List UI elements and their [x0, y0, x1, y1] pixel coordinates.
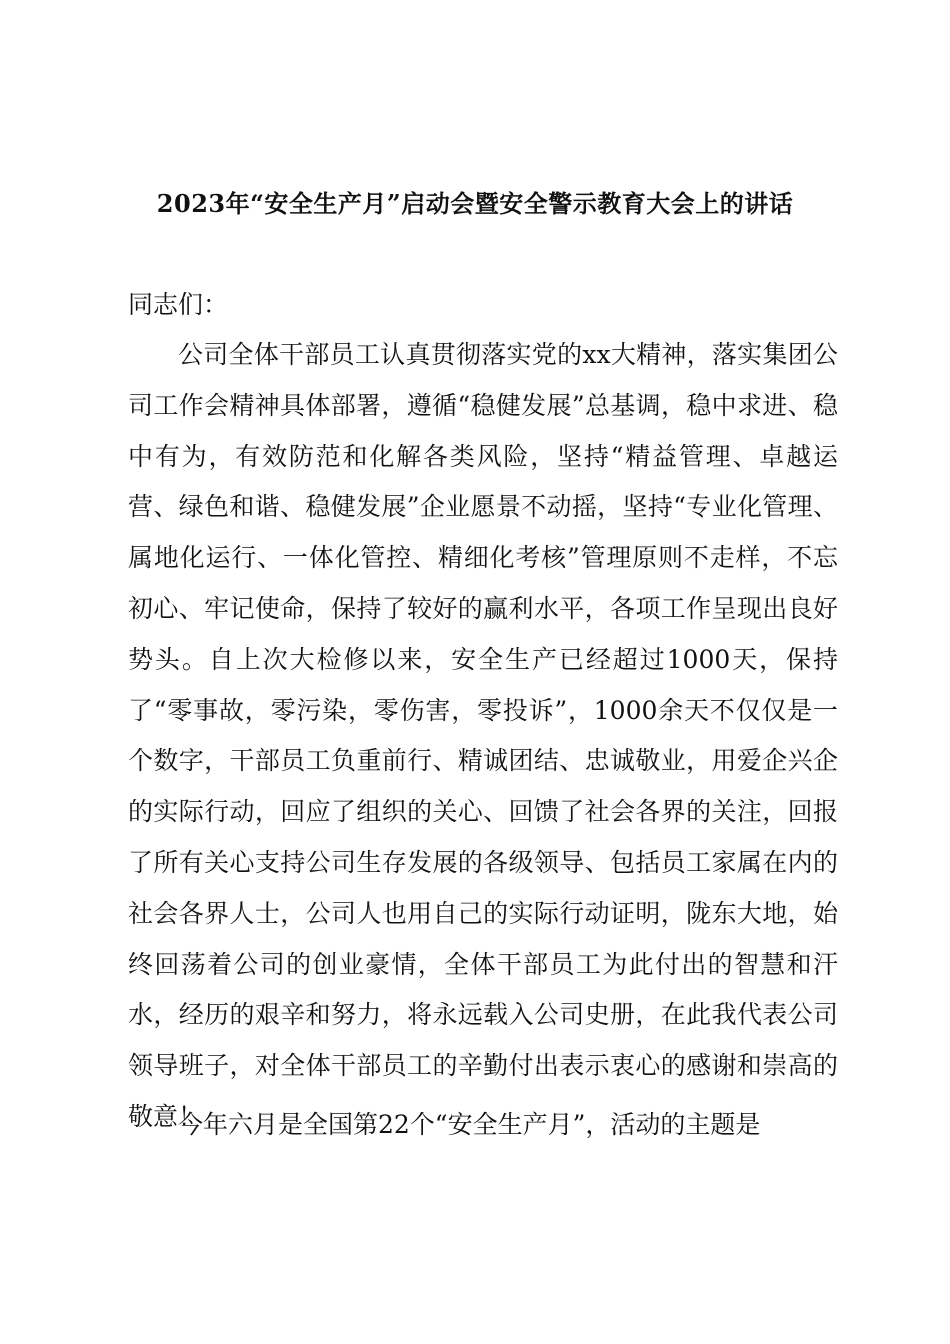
salutation: 同志们： [128, 290, 229, 319]
body-paragraph: 今年六月是全国第22个“安全生产月”，活动的主题是 [178, 1110, 761, 1139]
body-paragraph: 公司全体干部员工认真贯彻落实党的xx大精神，落实集团公司工作会精神具体部署，遵循“稳健发展”总基调，稳中求进、稳中有为，有效防范和化解各类风险，坚持“精益管理、卓越运营、绿色和谐、稳健发展”企业愿景不动摇，坚持“专业化管理、属地化运行、一体化管控、精细化考核”管理原则不走样，不忘初心、牢记使命，保持了较好的赢利水平，各项工作呈现出良好势头。自上次大检修以来，安全生产已经超过1000天，保持了“零事故，零污染，零伤害，零投诉”，1000余天不仅仅是一个数字，干部员工负重前行、精诚团结、忠诚敬业，用爱企兴企的实际行动，回应了组织的关心、回馈了社会各界的关注，回报了所有关心支持公司生存发展的各级领导、包括员工家属在内的社会各界人士，公司人也用自己的实际行动证明，陇东大地，始终回荡着公司的创业豪情，全体干部员工为此付出的智慧和汗水，经历的艰辛和努力，将永远载入公司史册，在此我代表公司领导班子，对全体干部员工的辛勤付出表示衷心的感谢和崇高的敬意！ [128, 340, 838, 1131]
document-title: 2023年“安全生产月”启动会暨安全警示教育大会上的讲话 [156, 189, 794, 218]
